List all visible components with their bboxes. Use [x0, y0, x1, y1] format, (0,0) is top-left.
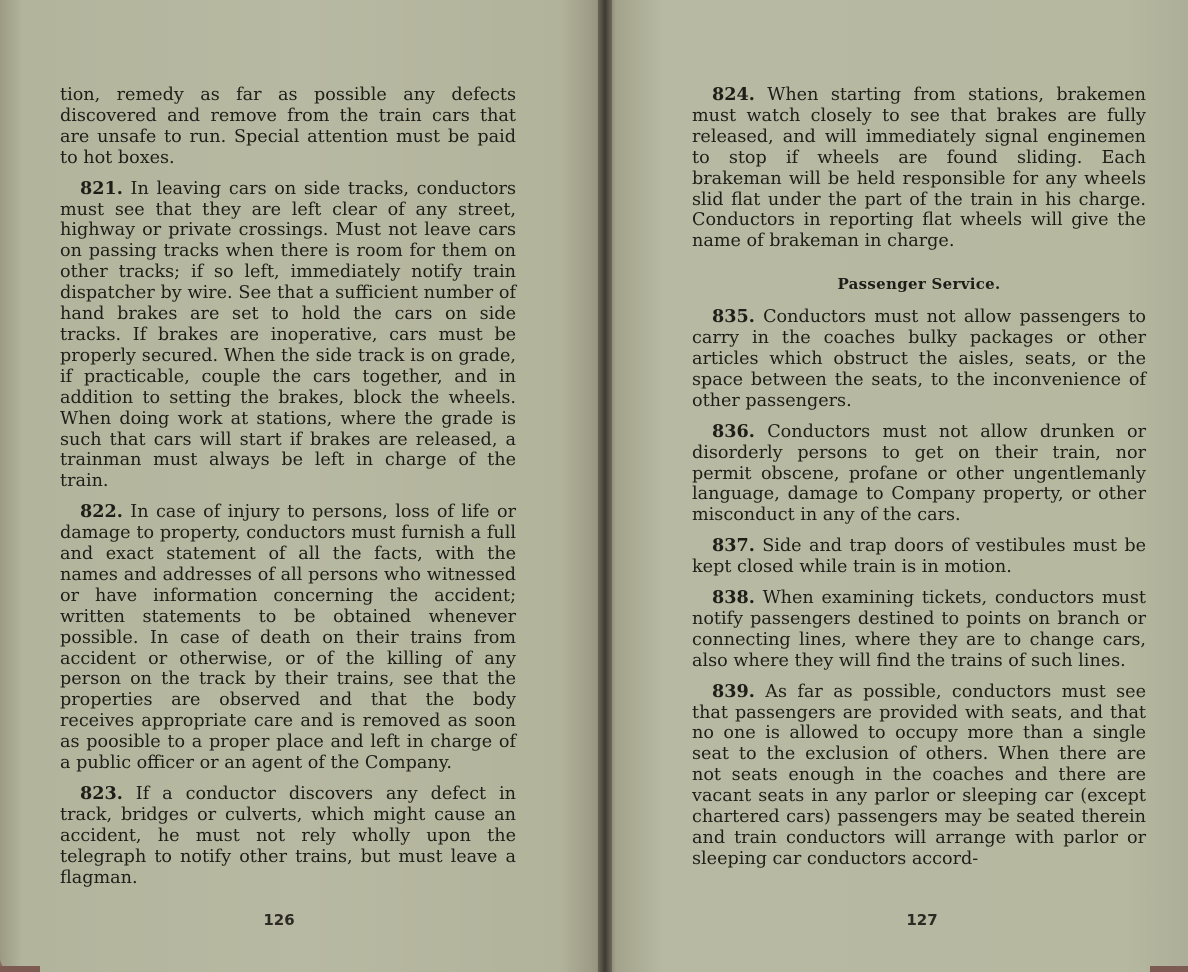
- paragraph-838: [692, 588, 1146, 672]
- right-page-text: [692, 85, 1146, 870]
- rule-number: 838.: [712, 587, 755, 609]
- paragraph-text: When examining tickets, conductors must notify passengers destined to points on branch or connecting lines, where they are to change cars, also where they will find the trains of such lines.: [692, 588, 1147, 671]
- paragraph-835: [692, 307, 1146, 412]
- rule-number: 839.: [712, 680, 755, 702]
- rule-number: 823.: [80, 783, 123, 804]
- paragraph-837: [692, 536, 1146, 578]
- paragraph-836: [692, 422, 1146, 527]
- paragraph-text: In leaving cars on side tracks, conductors must see that they are left clear of any street, highway or private crossings. Must not leave cars on passing tracks when there is room for them on other tracks; if so left, immediately notify train dispatcher by wire. See that a sufficient number of hand brakes are set to hold the cars on side tracks. If brakes are inoperative, cars must be properly secured. When the side track is on grade, if practicable, couple the cars together, and in addition to setting the brakes, block the wheels. When doing work at stations, where the grade is such that cars will start if brakes are released, a trainman must always be left in charge of the train.: [60, 178, 516, 492]
- page-number-right: 127: [906, 911, 938, 929]
- rule-number: 836.: [712, 420, 755, 442]
- paragraph-839: [692, 682, 1146, 870]
- paragraph-821: [60, 179, 516, 493]
- paragraph-text: tion, remedy as far as possible any defects discovered and remove from the train cars that are unsafe to run. Special attention must be paid to hot boxes.: [60, 85, 516, 168]
- paragraph-text: Conductors must not allow drunken or disorderly persons to get on their train, nor permit obscene, profane or other ungentlemanly language, damage to Company property, or other misconduct in any of the cars.: [692, 421, 1146, 526]
- rule-number: 821.: [80, 177, 123, 199]
- section-heading: Passenger Service.: [837, 275, 1001, 294]
- rule-number: 824.: [712, 84, 755, 105]
- paragraph-text: If a conductor discovers any defect in track, bridges or culverts, which might cause an accident, he must not rely wholly upon the telegraph to notify other trains, but must leave a flagman.: [60, 784, 517, 888]
- left-page-text: [60, 85, 516, 889]
- rule-number: 837.: [712, 535, 755, 557]
- paragraph-text: Side and trap doors of vestibules must be kept closed while train is in motion.: [692, 536, 1146, 578]
- book-cover-edge-right: [1150, 966, 1188, 972]
- paragraph-823: [60, 784, 516, 889]
- page-number-left: 126: [263, 911, 295, 929]
- book-spine: [598, 0, 612, 972]
- paragraph-822: [60, 502, 516, 774]
- right-page: [604, 0, 1188, 972]
- rule-number: 822.: [80, 501, 123, 523]
- paragraph-824: [692, 85, 1146, 252]
- paragraph-text: Conductors must not allow passengers to carry in the coaches bulky packages or other articles which obstruct the aisles, seats, or the space between the seats, to the inconvenience of other passengers.: [692, 307, 1146, 411]
- rule-number: 835.: [712, 306, 755, 328]
- paragraph-text: When starting from stations, brakemen must watch closely to see that brakes are fully released, and will immediately signal enginemen to stop if wheels are found sliding. Each brakeman will be held responsible for any wheels slid flat under the part of the train in his charge. Conductors in reporting flat wheels will give the name of brakeman in charge.: [692, 85, 1146, 252]
- paragraph-text: As far as possible, conductors must see that passengers are provided with seats, and that no one is allowed to occupy more than a single seat to the exclusion of others. When there are not seats enough in the coaches and there are vacant seats in any parlor or sleeping car (except chartered cars) passengers may be seated therein and train conductors will arrange with parlor or sleeping car conductors accord-: [692, 681, 1147, 869]
- paragraph-text: In case of injury to persons, loss of life or damage to property, conductors must furnish a full and exact statement of all the facts, with the names and addresses of all persons who witnessed or have information concerning the accident; written statements to be obtained whenever possible. In case of death on their trains from accident or otherwise, or of the killing of any person on the track by their trains, see that the properties are observed and that the body receives appropriate care and is removed as soon as poosible to a proper place and left in charge of a public officer or an agent of the Company.: [60, 502, 516, 774]
- book-cover-edge-left: [0, 966, 40, 972]
- paragraph-continuation: [60, 85, 516, 169]
